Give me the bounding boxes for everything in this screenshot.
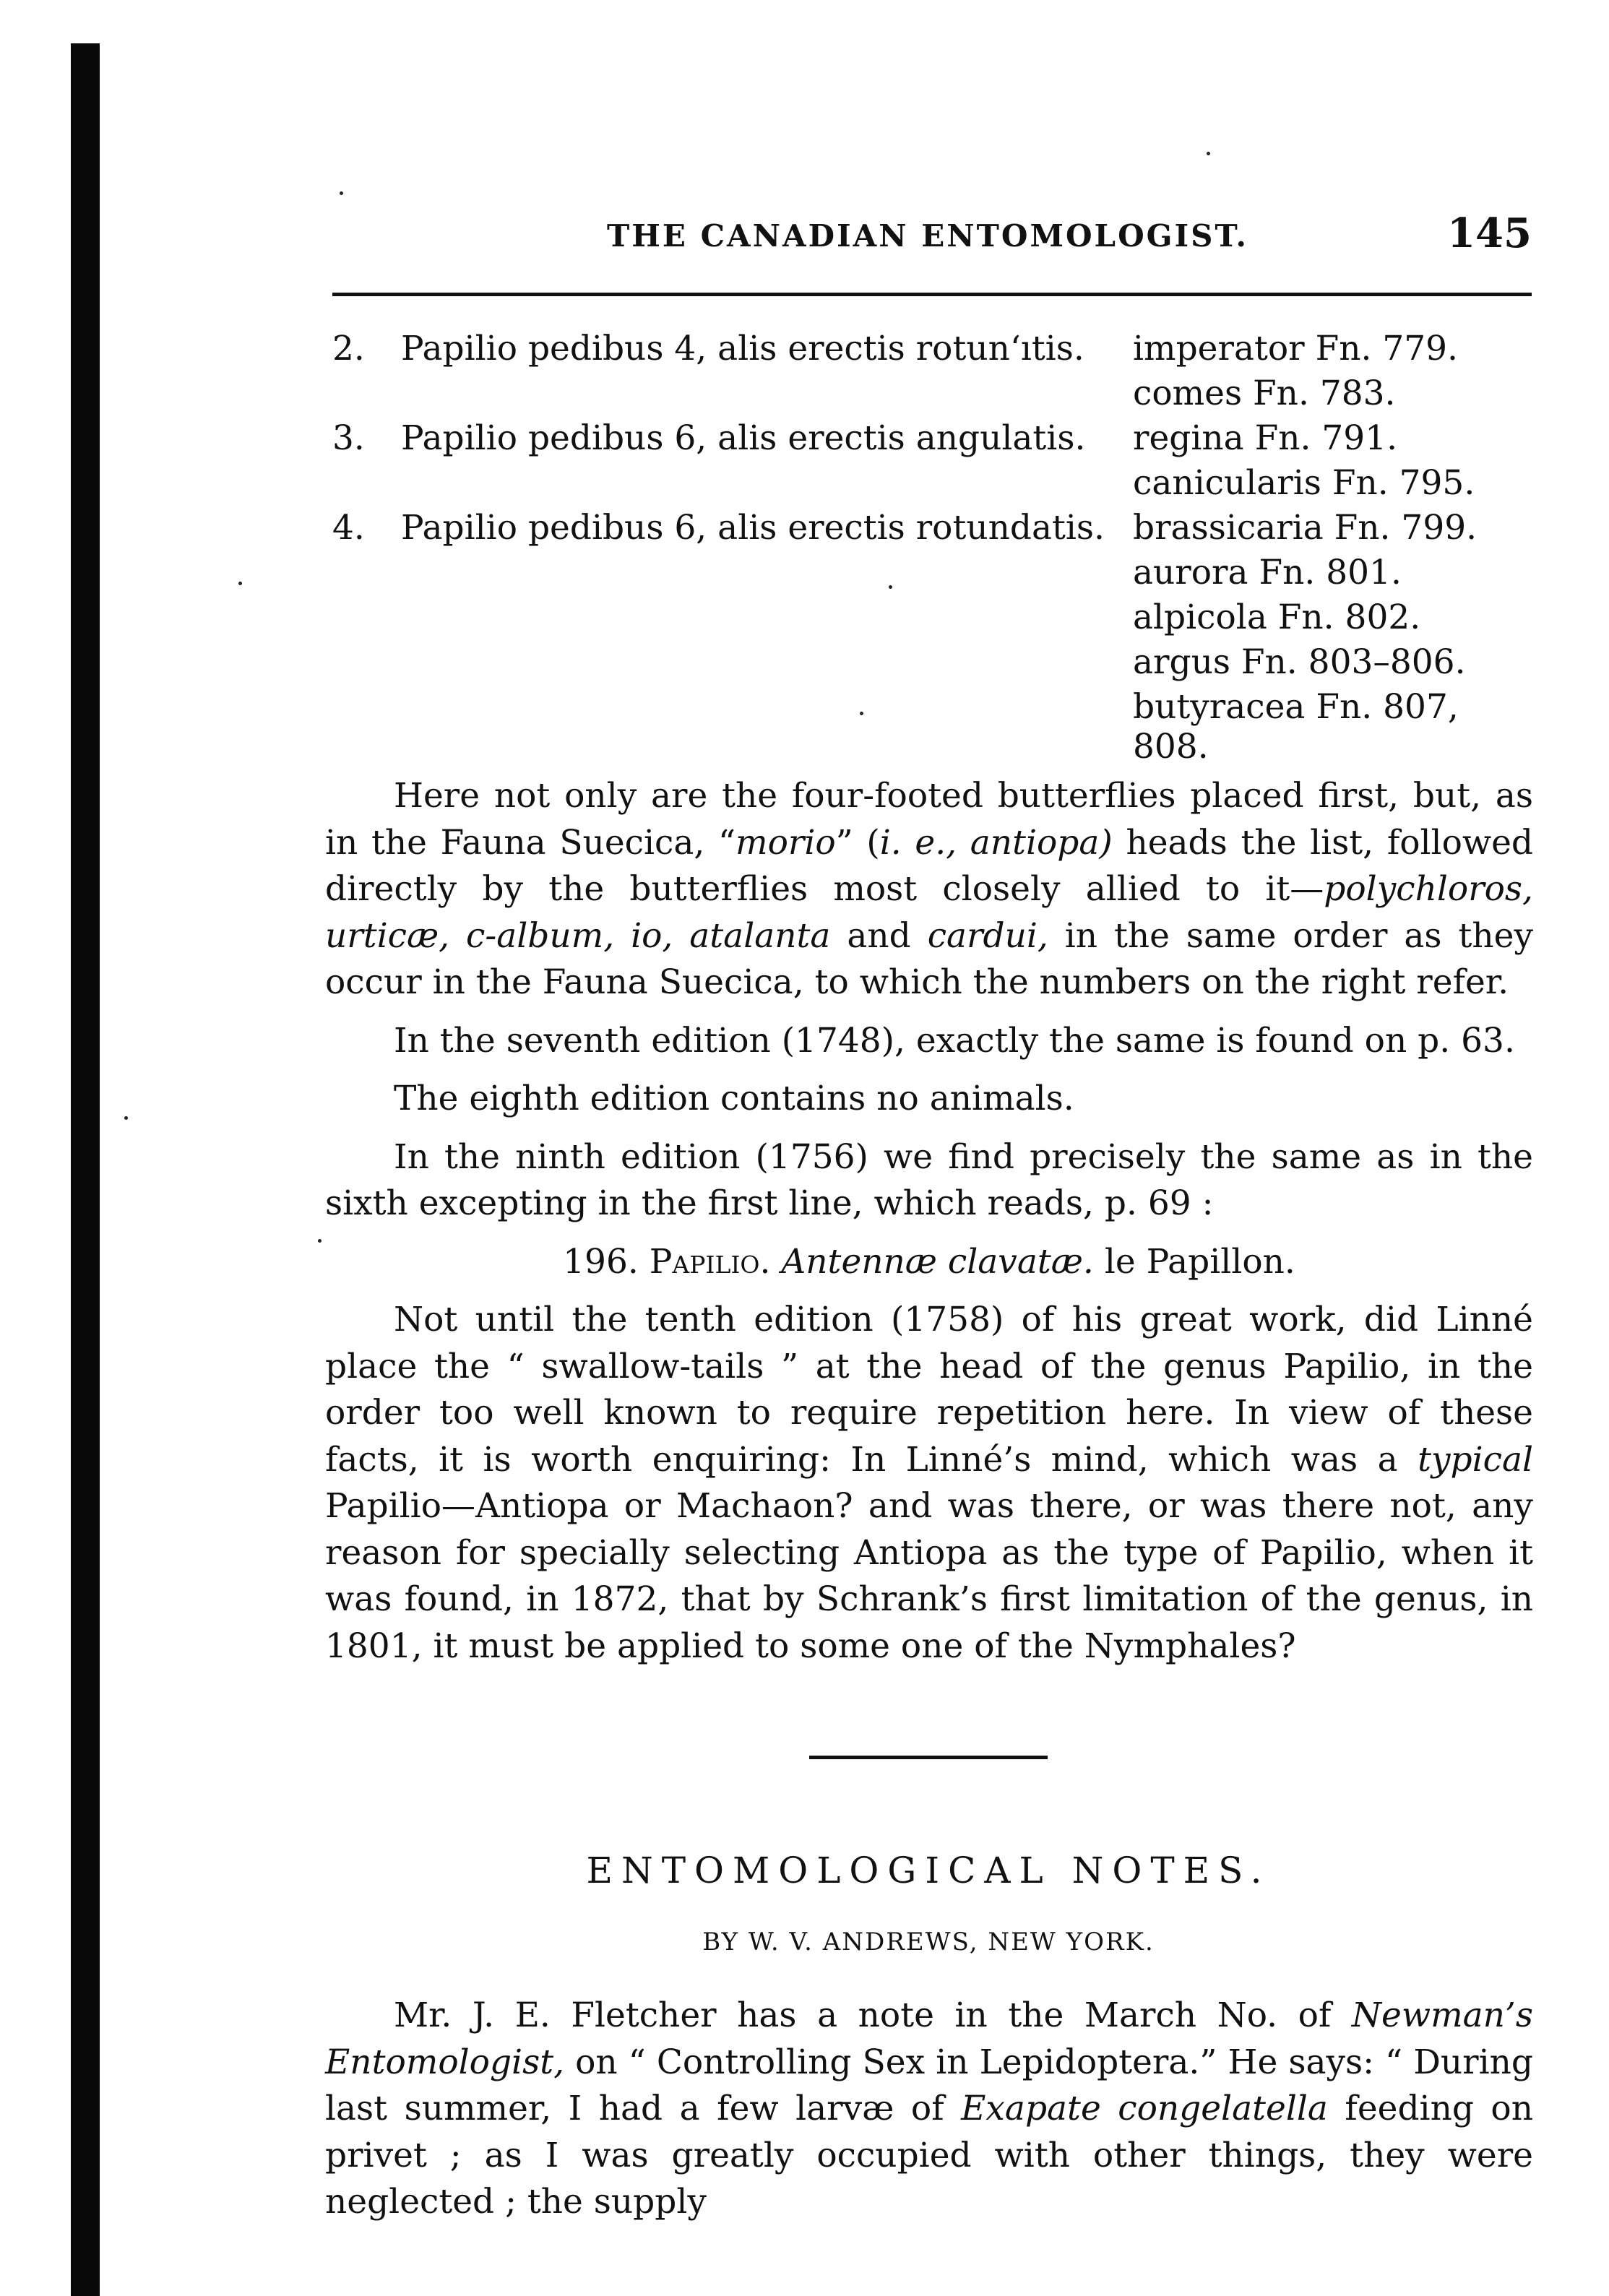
italic-text: Exapate congelatella <box>961 2089 1328 2128</box>
text-run: and <box>830 915 928 956</box>
italic-text: Antennæ clavatæ. <box>781 1241 1094 1282</box>
scan-speck <box>1207 152 1210 155</box>
header-rule <box>332 293 1532 296</box>
list-item-description: Papilio pedibus 4, alis erectis rotun‘ıtis. <box>401 329 1084 368</box>
text-run: le Papillon. <box>1093 1241 1295 1282</box>
text-run: Not until the tenth edition (1758) of his great work, did Linné place the “ swallow-tails ” at the head of the genus Papilio, in the order too well known to require repetition here. In view of these facts, it is worth enquiring: In Linné’s mind, which was a <box>325 1300 1533 1480</box>
list-item <box>325 508 1532 553</box>
list-item <box>325 374 1532 418</box>
binding-shadow <box>71 43 100 2296</box>
paragraph: In the ninth edition (1756) we find precisely the same as in the sixth excepting in the first line, which reads, p. 69 : <box>325 1136 1533 1223</box>
list-item <box>325 418 1532 463</box>
article-body <box>325 773 1533 1681</box>
italic-text: morio <box>736 822 836 863</box>
list-item-species: butyracea Fn. 807, 808. <box>1133 687 1459 767</box>
list-item-species: brassicaria Fn. 799. <box>1133 508 1478 548</box>
list-item-number: 2. <box>332 329 365 368</box>
list-item <box>325 642 1532 687</box>
list-item-species: comes Fn. 783. <box>1133 374 1396 413</box>
list-item-species: argus Fn. 803–806. <box>1133 642 1466 682</box>
papilio-list <box>325 329 1532 767</box>
list-item-species: alpicola Fn. 802. <box>1133 597 1421 637</box>
paragraph <box>325 1297 1533 1670</box>
text-run: in the same order as they occur in the Fauna Suecica, to which the numbers on the right refer. <box>325 915 1534 1002</box>
scan-speck <box>124 1116 128 1120</box>
list-item-species: regina Fn. 791. <box>1133 418 1398 458</box>
text-run: on “ Controlling Sex in Lepidoptera.” He says: “ During last summer, I had a few larvæ of <box>325 2042 1533 2128</box>
italic-text: cardui, <box>927 915 1048 956</box>
paragraph <box>325 1993 1533 2226</box>
small-caps-text: Papilio. <box>649 1241 771 1282</box>
text-run: Papilio—Antiopa or Machaon? and was there, or was there not, any reason for specially selecting Antiopa as the type of Papilio, when it was found, in 1872, that by Schrank’s first limitation of the genus, in 1801, it must be applied to some one of the Nymphales? <box>325 1486 1533 1666</box>
scan-speck <box>860 712 863 715</box>
notes-body <box>325 1993 1533 2226</box>
list-item-description: Papilio pedibus 6, alis erectis rotundatis. <box>401 508 1105 548</box>
quoted-entry <box>325 1239 1533 1286</box>
text-run: heads the list, followed directly by the butterflies most closely allied to it— <box>325 822 1533 909</box>
page-number: 145 <box>1447 210 1532 257</box>
italic-text: typical <box>1418 1439 1533 1480</box>
text-run: 196. <box>563 1241 650 1282</box>
italic-text: i. e., antiopa) <box>879 822 1113 863</box>
paragraph <box>325 773 1533 1006</box>
list-item <box>325 597 1532 642</box>
list-item-number: 3. <box>332 418 365 458</box>
paragraph: The eighth edition contains no animals. <box>394 1079 1074 1118</box>
list-item-description: Papilio pedibus 6, alis erectis angulatis. <box>401 418 1086 458</box>
scan-speck <box>238 582 242 585</box>
list-item <box>325 463 1532 508</box>
list-item <box>325 687 1532 767</box>
text-run: Mr. J. E. Fletcher has a note in the March No. of <box>394 1995 1352 2035</box>
text-run: ” ( <box>835 822 880 863</box>
section-divider <box>809 1756 1048 1759</box>
list-item-species: canicularis Fn. 795. <box>1133 463 1475 503</box>
paragraph: In the seventh edition (1748), exactly the same is found on p. 63. <box>394 1020 1515 1061</box>
journal-title: THE CANADIAN ENTOMOLOGIST. <box>607 218 1248 254</box>
text-run: feeding on privet ; as I was greatly occupied with other things, they were neglected ; the supply <box>325 2089 1533 2222</box>
text-run: Here not only are the four-footed butterflies placed first, but, as in the Fauna Suecica, “ <box>325 776 1533 863</box>
scan-speck <box>340 191 343 195</box>
list-item-species: imperator Fn. 779. <box>1133 329 1458 368</box>
list-item <box>325 329 1532 374</box>
scan-speck <box>318 1239 322 1243</box>
list-item <box>325 553 1532 597</box>
byline: BY W. V. ANDREWS, NEW YORK. <box>702 1928 1155 1956</box>
italic-text: Newman’s Entomologist, <box>325 1995 1533 2082</box>
list-item-species: aurora Fn. 801. <box>1133 553 1402 592</box>
list-item-number: 4. <box>332 508 365 548</box>
section-title: ENTOMOLOGICAL NOTES. <box>586 1850 1271 1891</box>
italic-text: polychloros, urticæ, c-album, io, atalanta <box>325 869 1533 956</box>
running-header <box>325 210 1532 267</box>
scan-speck <box>889 585 892 589</box>
